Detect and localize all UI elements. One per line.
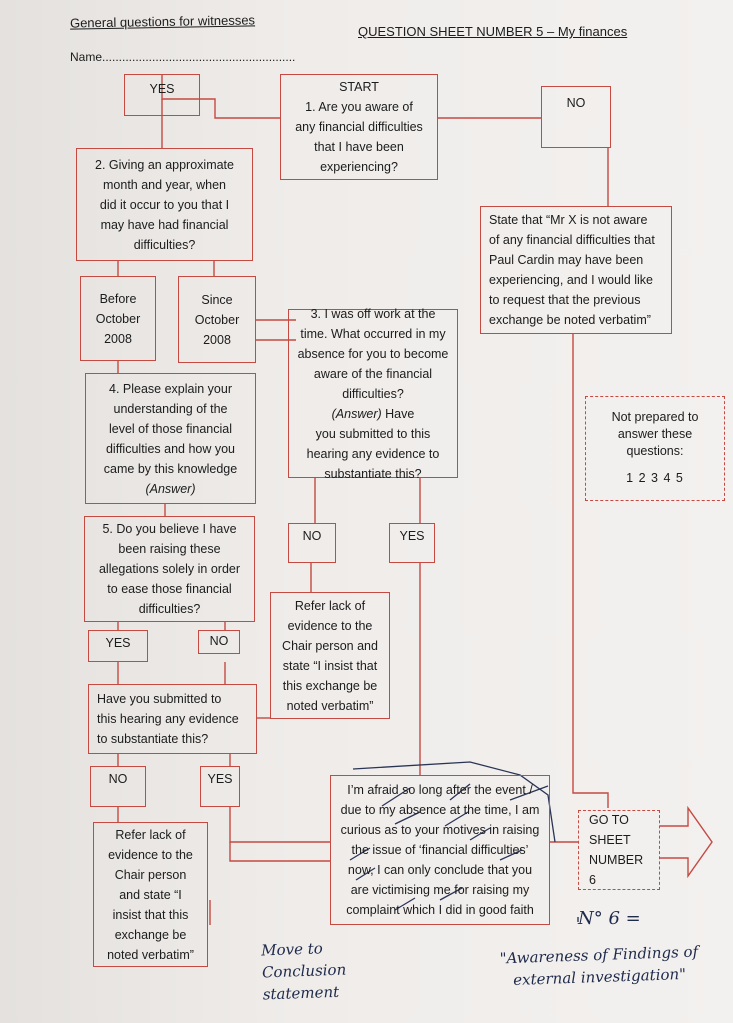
not-prepared-box xyxy=(585,396,725,501)
question-2-box: 2. Giving an approximate month and year, when did it occur to you that I may have had financial difficulties? xyxy=(76,148,253,261)
start-question-1: START 1. Are you aware of any financial difficulties that I have been experiencing? xyxy=(280,74,438,180)
afraid-statement-box: I’m afraid so long after the event / due to my absence at the time, I am curious as to your motives in raising the issue of ‘financial difficulties’ now, I can only conclude that you are victimising me for raising my complaint which I did in good faith xyxy=(330,775,550,925)
question-numbers: 1 2 3 4 5 xyxy=(626,471,684,485)
not-prepared-text: Not prepared to answer these questions: xyxy=(611,410,699,458)
handwritten-move-to-conclusion: Move to Conclusion statement xyxy=(260,939,347,1004)
yes-top-box: YES xyxy=(124,74,200,116)
refer-lack-evidence-low-box: Refer lack of evidence to the Chair person and state “I insist that this exchange be noted verbatim” xyxy=(93,822,208,967)
no-q5-box: NO xyxy=(198,630,240,654)
question-3-followup: Have you submitted to this hearing any evidence to substantiate this? xyxy=(306,406,440,481)
handwritten-number-6: N° 6 = xyxy=(578,908,641,929)
refer-lack-evidence-mid-box: Refer lack of evidence to the Chair person and state “I insist that this exchange be noted verbatim” xyxy=(270,592,390,719)
yes-mid-box: YES xyxy=(389,523,435,563)
question-4-text: 4. Please explain your understanding of the level of those financial difficulties and how you came by this knowledge xyxy=(103,381,238,476)
yes-low-box: YES xyxy=(200,766,240,807)
sheet-title: General questions for witnesses xyxy=(69,12,256,31)
not-aware-statement-box: State that “Mr X is not aware of any financial difficulties that Paul Cardin may have been experiencing, and I would like to request that the previous exchange be noted verbatim” xyxy=(480,206,672,334)
question-4-box xyxy=(85,373,256,504)
question-3-answer-label: (Answer) xyxy=(331,406,382,421)
no-top-box: NO xyxy=(541,86,611,148)
question-3-text: 3. I was off work at the time. What occurred in my absence for you to become aware of the financial difficulties? xyxy=(297,306,449,401)
no-low-box: NO xyxy=(90,766,146,807)
question-4-answer-label: (Answer) xyxy=(145,481,196,496)
submitted-evidence-box: Have you submitted to this hearing any evidence to substantiate this? xyxy=(88,684,257,754)
since-october-2008-box: Since October 2008 xyxy=(178,276,256,363)
handwritten-awareness-note: "Awareness of Findings of external investigation" xyxy=(499,942,699,990)
question-5-box: 5. Do you believe I have been raising these allegations solely in order to ease those financial difficulties? xyxy=(84,516,255,622)
yes-q5-box: YES xyxy=(88,630,148,662)
go-to-sheet-6-box: GO TO SHEET NUMBER 6 xyxy=(578,810,660,890)
sheet-number-title: QUESTION SHEET NUMBER 5 – My finances xyxy=(358,24,628,39)
question-3-box xyxy=(288,306,458,481)
no-mid-box: NO xyxy=(288,523,336,563)
before-october-2008-box: Before October 2008 xyxy=(80,276,156,361)
name-field-label: Name.......................................................... xyxy=(70,50,296,64)
question-3-continuation xyxy=(307,404,440,484)
